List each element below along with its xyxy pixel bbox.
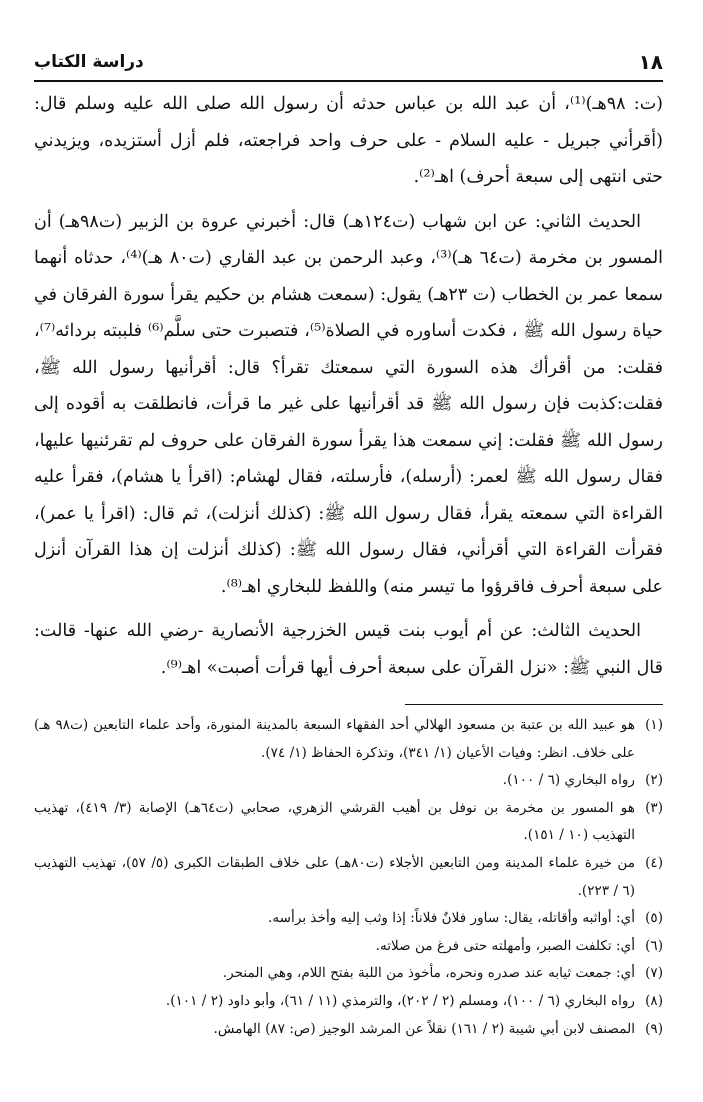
footnote-text: أي: أواثبه وأقاتله، يقال: ساور فلانٌ فلاناً: إذا وثب إليه وأخذ برأسه.	[268, 910, 635, 927]
paragraph-hadith-two: الحديث الثاني: عن ابن شهاب (ت١٢٤هـ) قال: أخبرني عروة بن الزبير (ت٩٨هـ) أن المسور بن مخرمة (ت٦٤ هـ)⁽³⁾، وعبد الرحمن بن عبد القاري (ت٨٠ هـ)⁽⁴⁾، حدثاه أنهما سمعا عمر بن الخطاب (ت ٢٣هـ) يقول: (سمعت هشام بن حكيم يقرأ سورة الفرقان في حياة رسول الله ﷺ ، فكدت أساوره في الصلاة⁽⁵⁾، فتصبرت حتى سلَّم⁽⁶⁾ فلببته بردائه⁽⁷⁾، فقلت: من أقرأك هذه السورة التي سمعتك تقرأ؟ قال: أقرأنيها رسول الله ﷺ، فقلت:كذبت فإن رسول الله ﷺ قد أقرأنيها على غير ما قرأت، فانطلقت به أقوده إلى رسول الله ﷺ فقلت: إني سمعت هذا يقرأ سورة الفرقان على حروف لم تقرئنيها عليها، فقال رسول الله ﷺ لعمر: (أرسله)، فأرسلته، فقال لهشام: (اقرأ يا هشام)، فقرأ عليه القراءة التي سمعته يقرأ، فقال رسول الله ﷺ: (كذلك أنزلت)، ثم قال: (اقرأ يا عمر)، فقرأت القراءة التي أقرأني، فقال رسول الله ﷺ: (كذلك أنزلت إن هذا القرآن أنزل على سبعة أحرف فاقرؤوا ما تيسر منه) واللفظ للبخاري اهـ⁽⁸⁾.	[34, 211, 664, 597]
footnotes	[34, 712, 663, 1043]
footnote-text: المصنف لابن أبي شيبة (٢ / ١٦١) نقلاً عن المرشد الوجيز (ص: ٨٧) الهامش.	[213, 1020, 635, 1037]
page-header	[34, 48, 663, 82]
main-text	[34, 86, 663, 694]
running-title: دراسة الكتاب	[34, 52, 144, 72]
footnote-number: (٣)	[645, 799, 663, 816]
footnote	[34, 850, 663, 905]
footnote-number: (٤)	[645, 854, 663, 871]
footnote-number: (٢)	[645, 772, 663, 789]
footnote-text: رواه البخاري (٦ / ١٠٠).	[502, 772, 635, 789]
footnote-number: (٩)	[645, 1020, 663, 1037]
footnote	[34, 767, 663, 795]
footnote	[34, 988, 663, 1016]
footnote-number: (١)	[645, 717, 663, 733]
paragraph-hadith-one-end: (ت: ٩٨هـ)⁽¹⁾، أن عبد الله بن عباس حدثه أن رسول الله صلى الله عليه وسلم قال: (أقرأني جبريل - عليه السلام - على حرف واحد فراجعته، فلم أزل أستزيده، ويزيدني حتى انتهى إلى سبعة أحرف) اهـ⁽²⁾.	[34, 94, 663, 187]
footnote-number: (٨)	[645, 992, 663, 1009]
footnote-number: (٥)	[645, 910, 663, 927]
footnote-number: (٧)	[645, 965, 663, 982]
footnote	[34, 795, 663, 850]
footnote-number: (٦)	[645, 937, 663, 954]
footnote-text: أي: تكلفت الصبر، وأمهلته حتى فرغ من صلاته.	[375, 937, 635, 954]
paragraph-hadith-three: الحديث الثالث: عن أم أيوب بنت قيس الخزرجية الأنصارية -رضي الله عنها- قالت: قال النبي ﷺ: «نزل القرآن على سبعة أحرف أيها قرأت أصبت» اهـ⁽⁹⁾.	[34, 621, 663, 678]
page-number: ١٨	[638, 50, 663, 74]
footnote	[34, 933, 663, 961]
footnote-text: هو المسور بن مخرمة بن نوفل بن أهيب القرشي الزهري، صحابي (ت٦٤هـ) الإصابة (٣/ ٤١٩)، تهذيب التهذيب (١٠ / ١٥١).	[34, 799, 635, 844]
footnote-text: من خيرة علماء المدينة ومن التابعين الأجلاء (ت٨٠هـ) على خلاف الطبقات الكبرى (٥/ ٥٧)، تهذيب التهذيب (٦ / ٢٢٣).	[34, 854, 635, 899]
footnote	[34, 1016, 663, 1044]
footnote-divider	[405, 704, 663, 705]
footnote	[34, 712, 663, 767]
footnote-text: أي: جمعت ثيابه عند صدره ونحره، مأخوذ من اللبة بفتح اللام، وهي المنحر.	[222, 965, 635, 982]
footnote-text: هو عبيد الله بن عتبة بن مسعود الهلالي أحد الفقهاء السبعة بالمدينة المنورة، وأحد علماء التابعين (ت٩٨ هـ) على خلاف. انظر: وفيات الأعيان (١/ ٣٤١)، وتذكرة الحفاظ (١/ ٧٤).	[34, 717, 635, 761]
footnote	[34, 905, 663, 933]
footnote	[34, 960, 663, 988]
footnote-text: رواه البخاري (٦ / ١٠٠)، ومسلم (٢ / ٢٠٢)، والترمذي (١١ / ٦١)، وأبو داود (٢ / ١٠١).	[165, 992, 635, 1009]
